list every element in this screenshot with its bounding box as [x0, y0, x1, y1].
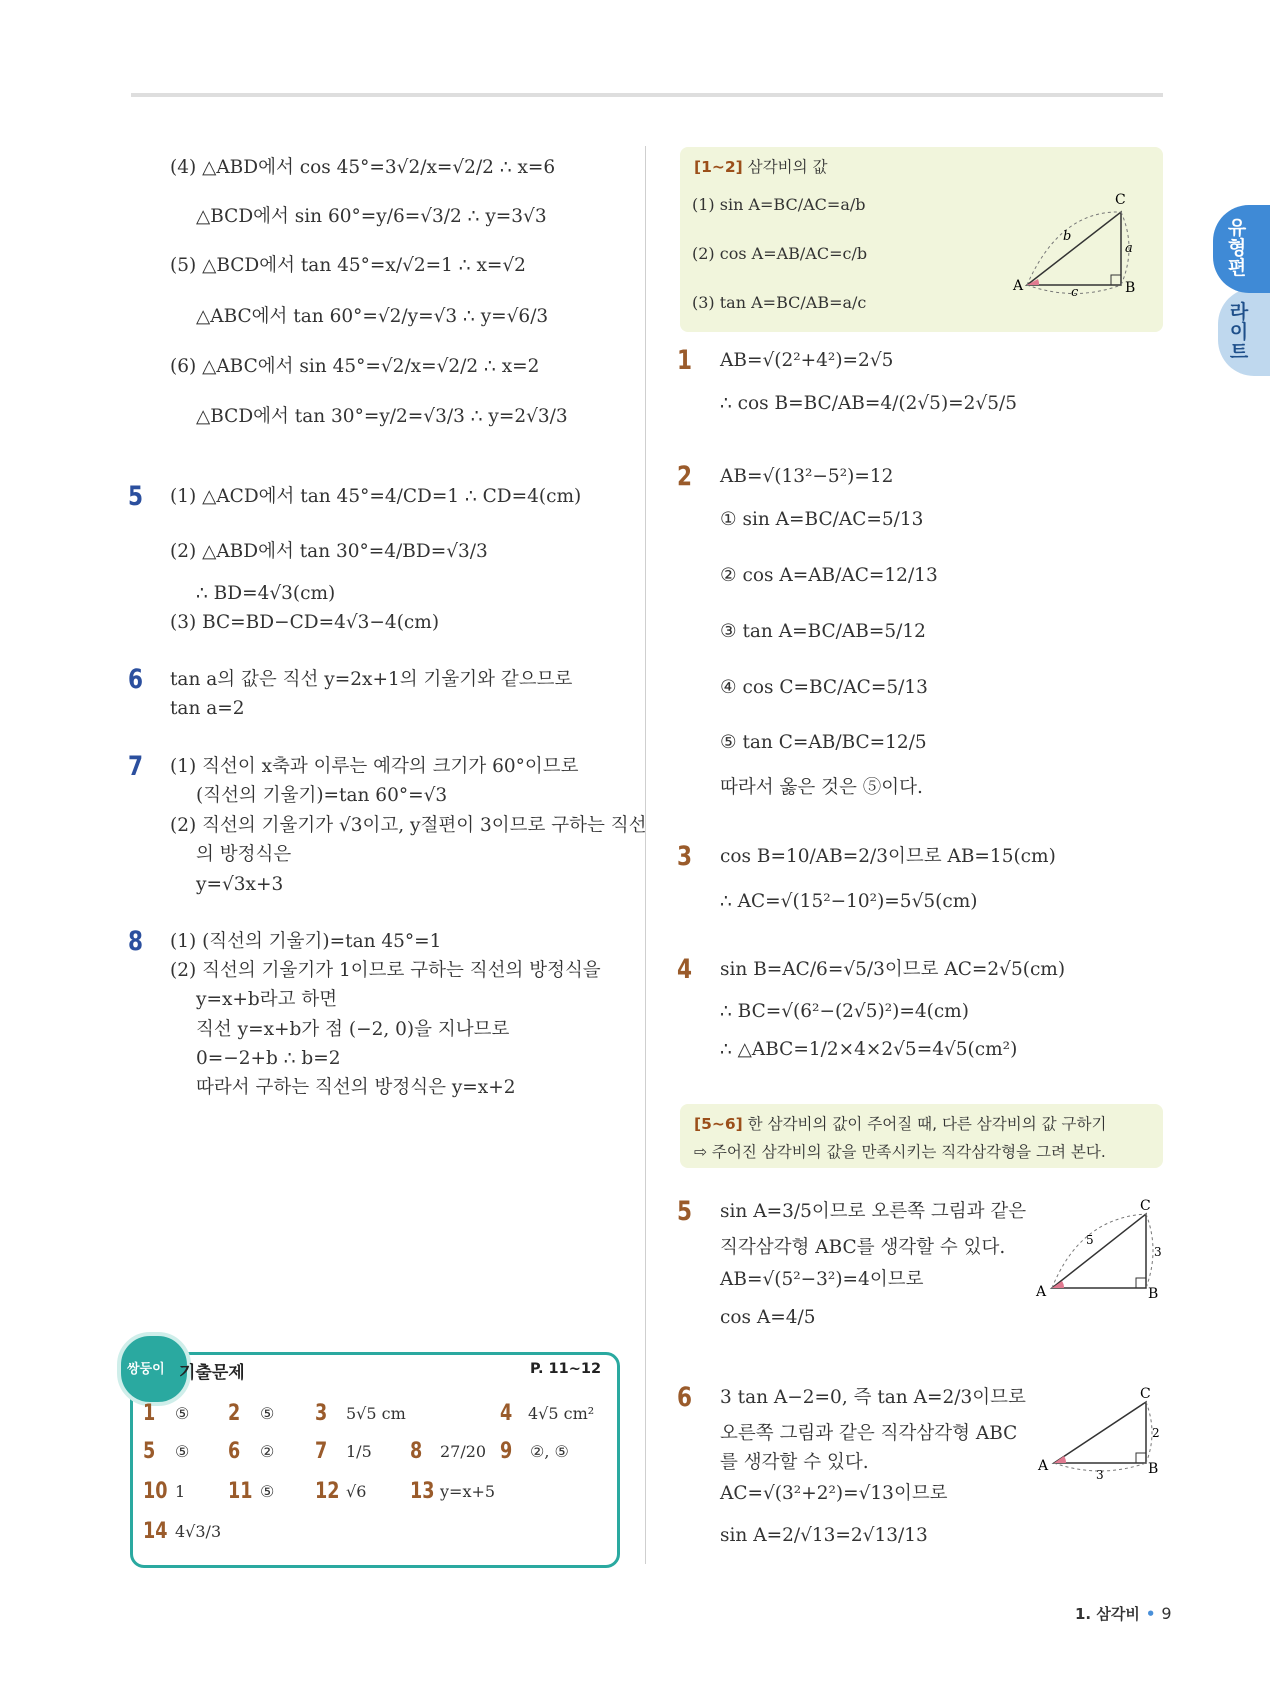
- exam-answer: 1/5: [346, 1442, 372, 1461]
- r-q5-line4: cos A=4/5: [720, 1307, 816, 1328]
- l-q4-line1: (4) △ABD에서 cos 45°=3√2/x=√2/2 ∴ x=6: [170, 157, 556, 178]
- l-q8-line6: 따라서 구하는 직선의 방정식은 y=x+2: [196, 1077, 516, 1098]
- r-q4-line3: ∴ △ABC=1/2×4×2√5=4√5(cm²): [720, 1039, 1018, 1060]
- exam-answer: ②: [260, 1442, 275, 1461]
- exam-answer: ⑤: [260, 1404, 275, 1423]
- r-q2-line7: 따라서 옳은 것은 ⑤이다.: [720, 777, 923, 798]
- problem-number: 7: [128, 751, 144, 782]
- svg-text:A: A: [1038, 1458, 1049, 1474]
- l-q6-line2: tan a=2: [170, 698, 245, 719]
- exam-answer: ⑤: [175, 1404, 190, 1423]
- exam-answer-number: 9: [500, 1439, 513, 1464]
- concept-cos: (2) cos A=AB/AC=c/b: [692, 244, 868, 263]
- chapter-title: 1. 삼각비: [1075, 1605, 1140, 1623]
- svg-text:3: 3: [1154, 1245, 1162, 1259]
- svg-text:A: A: [1013, 278, 1024, 294]
- l-q7-line4: 의 방정식은: [196, 844, 292, 865]
- l-q5sub-line: (5) △BCD에서 tan 45°=x/√2=1 ∴ x=√2: [170, 255, 526, 276]
- exam-answer-number: 2: [228, 1401, 241, 1426]
- r-q5-line1: sin A=3/5이므로 오른쪽 그림과 같은: [720, 1201, 1027, 1222]
- svg-text:5: 5: [1086, 1233, 1094, 1247]
- problem-number: 5: [677, 1196, 693, 1227]
- r-q5-line2: 직각삼각형 ABC를 생각할 수 있다.: [720, 1237, 1006, 1258]
- exam-answer: 1: [175, 1482, 186, 1501]
- exam-answer: 4√3/3: [175, 1522, 222, 1541]
- exam-answer-number: 6: [228, 1439, 241, 1464]
- r-q3-line2: ∴ AC=√(15²−10²)=5√5(cm): [720, 891, 978, 912]
- exam-answer-number: 5: [143, 1439, 156, 1464]
- svg-text:C: C: [1140, 1198, 1151, 1214]
- problem-number: 4: [677, 954, 693, 985]
- l-q8-line4: 직선 y=x+b가 점 (−2, 0)을 지나므로: [196, 1019, 510, 1040]
- svg-text:2: 2: [1152, 1426, 1160, 1440]
- exam-answer: 5√5 cm: [346, 1404, 406, 1423]
- r-q6-line3: 를 생각할 수 있다.: [720, 1452, 869, 1473]
- l-q8-line1: (1) (직선의 기울기)=tan 45°=1: [170, 931, 442, 952]
- tab-lite-label: 라 이 트: [1229, 301, 1249, 363]
- l-q7-line1: (1) 직선이 x축과 이루는 예각의 크기가 60°이므로: [170, 756, 579, 777]
- concept-tan: (3) tan A=BC/AB=a/c: [692, 293, 867, 312]
- exam-answer-number: 13: [410, 1479, 435, 1504]
- concept-box-title: [1~2] 삼각비의 값: [694, 158, 828, 176]
- exam-answer: y=x+5: [440, 1482, 496, 1501]
- r-q5-line3: AB=√(5²−3²)=4이므로: [720, 1269, 924, 1290]
- problem-number: 6: [128, 664, 144, 695]
- svg-text:a: a: [1125, 241, 1133, 256]
- r-q2-line1: AB=√(13²−5²)=12: [720, 466, 894, 487]
- r-q4-line1: sin B=AC/6=√5/3이므로 AC=2√5(cm): [720, 959, 1066, 980]
- svg-text:B: B: [1148, 1286, 1159, 1302]
- exam-answer: 4√5 cm²: [528, 1404, 595, 1423]
- svg-text:B: B: [1125, 280, 1136, 296]
- l-q7-line5: y=√3x+3: [196, 874, 284, 895]
- l-q7-line3: (2) 직선의 기울기가 √3이고, y절편이 3이므로 구하는 직선: [170, 815, 647, 836]
- exam-page-ref: P. 11~12: [530, 1361, 602, 1377]
- svg-text:A: A: [1036, 1284, 1047, 1300]
- exam-answer-number: 11: [228, 1479, 253, 1504]
- exam-answer-number: 3: [315, 1401, 328, 1426]
- problem-number: 1: [677, 345, 693, 376]
- problem-number: 6: [677, 1382, 693, 1413]
- r-q6-line2: 오른쪽 그림과 같은 직각삼각형 ABC: [720, 1423, 1018, 1444]
- r-q4-line2: ∴ BC=√(6²−(2√5)²)=4(cm): [720, 1001, 969, 1022]
- page-footer: 1. 삼각비 • 9: [1075, 1604, 1172, 1623]
- problem-number: 3: [677, 841, 693, 872]
- exam-answer: √6: [346, 1482, 367, 1501]
- svg-text:b: b: [1063, 229, 1072, 244]
- exam-answer-number: 8: [410, 1439, 423, 1464]
- l-q6sub-line2: △BCD에서 tan 30°=y/2=√3/3 ∴ y=2√3/3: [196, 406, 568, 427]
- exam-badge: 쌍둥이: [117, 1332, 191, 1406]
- l-q4-line2: △BCD에서 sin 60°=y/6=√3/2 ∴ y=3√3: [196, 206, 547, 227]
- exam-answer-number: 1: [143, 1401, 156, 1426]
- column-divider: [645, 146, 646, 1564]
- l-q5-line2: (2) △ABD에서 tan 30°=4/BD=√3/3: [170, 541, 488, 562]
- r-q2-line2: ① sin A=BC/AC=5/13: [720, 509, 924, 530]
- l-q5sub-line2: △ABC에서 tan 60°=√2/y=√3 ∴ y=√6/3: [196, 306, 549, 327]
- right-triangle-figure-6: [1030, 1385, 1170, 1485]
- l-q6-line1: tan a의 값은 직선 y=2x+1의 기울기와 같으므로: [170, 669, 573, 690]
- r-q2-line5: ④ cos C=BC/AC=5/13: [720, 677, 928, 698]
- exam-title: 기출문제: [179, 1363, 245, 1383]
- right-triangle-figure-5: [1030, 1198, 1170, 1308]
- concept-sin: (1) sin A=BC/AC=a/b: [692, 195, 866, 214]
- svg-text:c: c: [1071, 285, 1079, 300]
- problem-number: 2: [677, 461, 693, 492]
- l-q7-line2: (직선의 기울기)=tan 60°=√3: [196, 785, 448, 806]
- r-q3-line1: cos B=10/AB=2/3이므로 AB=15(cm): [720, 846, 1056, 867]
- problem-number: 5: [128, 481, 144, 512]
- exam-answer: ⑤: [175, 1442, 190, 1461]
- r-q6-line4: AC=√(3²+2²)=√13이므로: [720, 1483, 948, 1504]
- exam-answer-number: 4: [500, 1401, 513, 1426]
- exam-answer-number: 10: [143, 1479, 168, 1504]
- tab-type-label: 유 형 편: [1227, 217, 1247, 279]
- l-q8-line5: 0=−2+b ∴ b=2: [196, 1048, 341, 1069]
- r-q2-line4: ③ tan A=BC/AB=5/12: [720, 621, 926, 642]
- exam-answer: ②, ⑤: [530, 1442, 569, 1461]
- l-q6sub-line: (6) △ABC에서 sin 45°=√2/x=√2/2 ∴ x=2: [170, 356, 540, 377]
- concept-box2-tip: ⇨ 주어진 삼각비의 값을 만족시키는 직각삼각형을 그려 본다.: [694, 1143, 1106, 1161]
- exam-answer: ⑤: [260, 1482, 275, 1501]
- r-q6-line5: sin A=2/√13=2√13/13: [720, 1525, 928, 1546]
- r-q6-line1: 3 tan A−2=0, 즉 tan A=2/3이므로: [720, 1387, 1026, 1408]
- exam-answer-number: 12: [315, 1479, 340, 1504]
- svg-text:C: C: [1140, 1386, 1151, 1402]
- problem-number: 8: [128, 926, 144, 957]
- r-q2-line6: ⑤ tan C=AB/BC=12/5: [720, 732, 927, 753]
- exam-answer: 27/20: [440, 1442, 487, 1461]
- top-rule: [131, 93, 1163, 97]
- concept-box2-title: [5~6] 한 삼각비의 값이 주어질 때, 다른 삼각비의 값 구하기: [694, 1115, 1107, 1133]
- r-q1-line2: ∴ cos B=BC/AB=4/(2√5)=2√5/5: [720, 393, 1018, 414]
- l-q8-line2: (2) 직선의 기울기가 1이므로 구하는 직선의 방정식을: [170, 960, 601, 981]
- svg-text:3: 3: [1096, 1468, 1104, 1482]
- l-q8-line3: y=x+b라고 하면: [196, 989, 338, 1010]
- page-number: 9: [1161, 1604, 1172, 1623]
- l-q5-line1: (1) △ACD에서 tan 45°=4/CD=1 ∴ CD=4(cm): [170, 486, 582, 507]
- right-triangle-figure-1: [1005, 190, 1155, 300]
- svg-text:B: B: [1148, 1461, 1159, 1477]
- l-q5-line4: (3) BC=BD−CD=4√3−4(cm): [170, 612, 440, 633]
- r-q2-line3: ② cos A=AB/AC=12/13: [720, 565, 938, 586]
- exam-answer-number: 14: [143, 1519, 168, 1544]
- svg-text:C: C: [1115, 192, 1126, 208]
- l-q5-line3: ∴ BD=4√3(cm): [196, 583, 336, 604]
- exam-answer-number: 7: [315, 1439, 328, 1464]
- r-q1-line1: AB=√(2²+4²)=2√5: [720, 350, 894, 371]
